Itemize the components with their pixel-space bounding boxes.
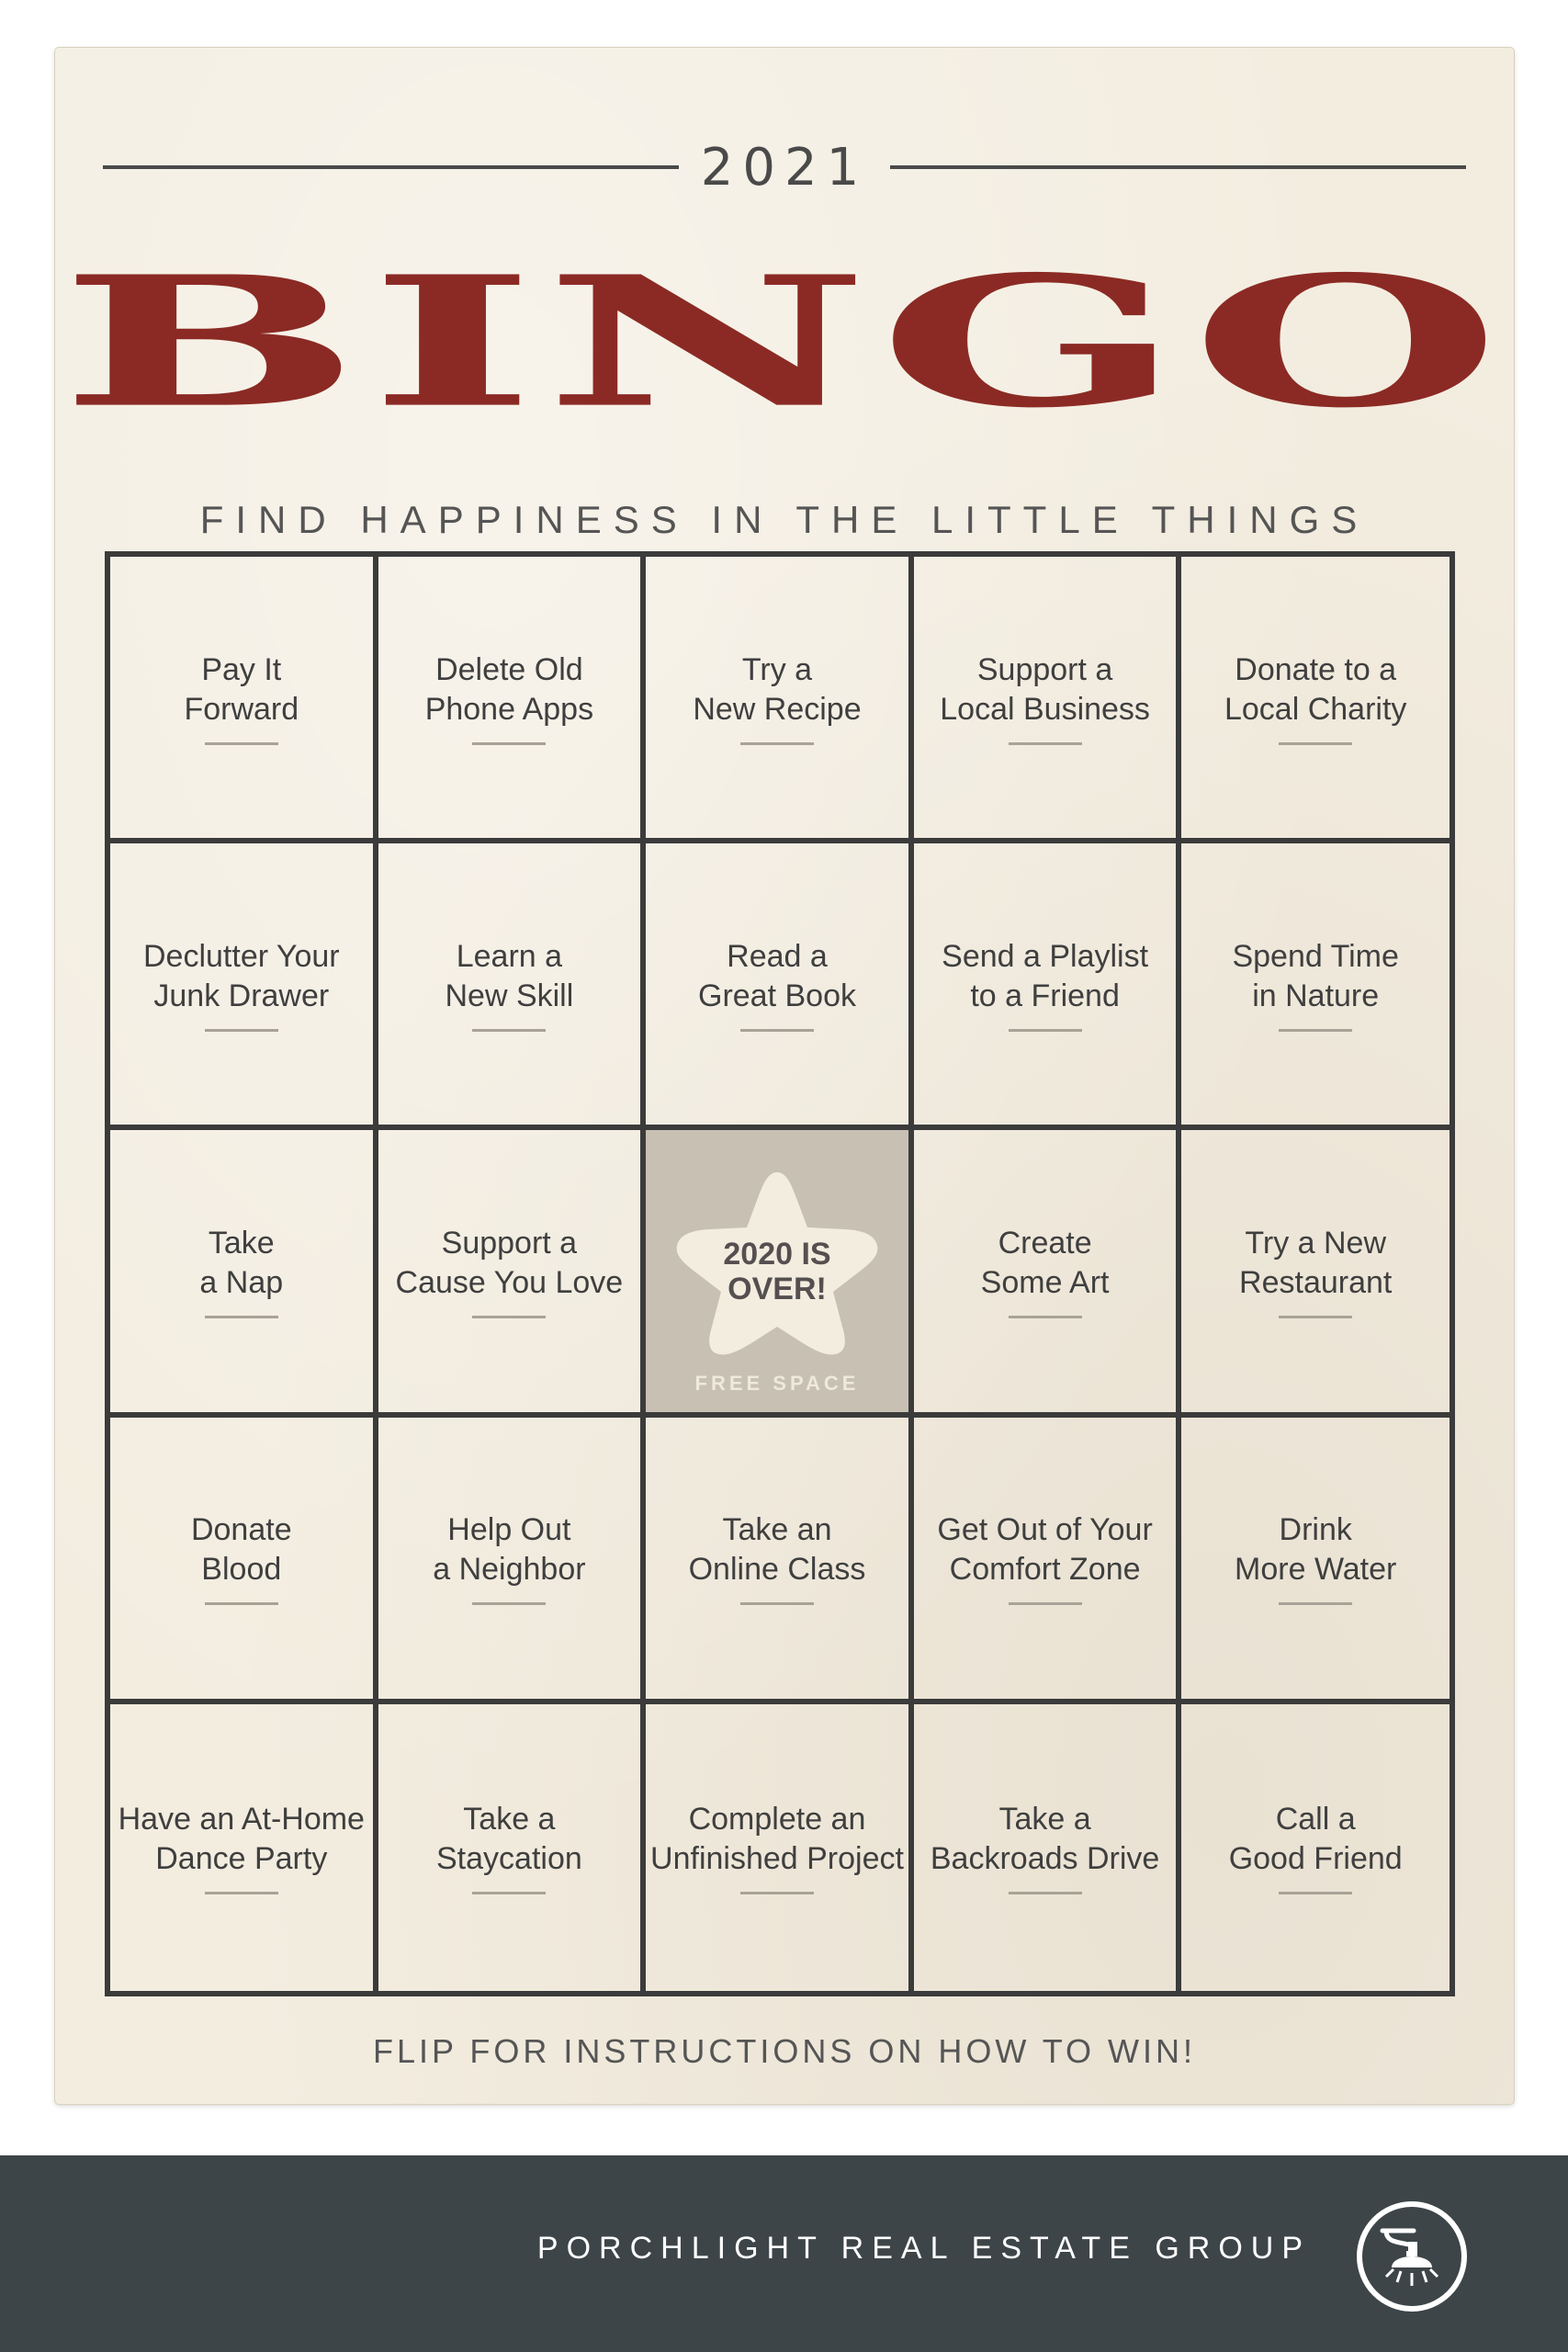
bingo-cell[interactable] [110,1418,378,1704]
cell-label: Complete an Unfinished Project [650,1802,904,1877]
brand-name: PORCHLIGHT REAL ESTATE GROUP [536,2231,1311,2266]
cell-underline [205,1029,278,1032]
cell-underline [472,1892,546,1894]
cell-label: Try a New Restaurant [1239,1225,1393,1300]
bingo-cell[interactable] [378,843,647,1130]
bingo-cell[interactable] [1181,557,1450,843]
cell-underline [1279,1602,1352,1605]
bingo-grid [105,551,1455,1996]
cell-underline [1009,1892,1082,1894]
cell-underline [1009,1316,1082,1318]
cell-label: Send a Playlist to a Friend [942,938,1149,1013]
cell-label: Declutter Your Junk Drawer [143,938,340,1013]
bingo-cell[interactable] [1181,843,1450,1130]
page-title: BINGO [60,236,1509,447]
bingo-cell[interactable] [1181,1418,1450,1704]
cell-underline [1009,1029,1082,1032]
cell-label: Help Out a Neighbor [433,1512,586,1588]
cell-underline [472,1029,546,1032]
cell-label: Spend Time in Nature [1232,938,1399,1013]
rule-left [103,165,679,169]
cell-label: Have an At-Home Dance Party [118,1802,365,1877]
free-space-cell[interactable] [646,1130,914,1417]
cell-underline [472,1602,546,1605]
bingo-cell[interactable] [1181,1130,1450,1417]
cell-underline [1279,1316,1352,1318]
free-space-text: 2020 IS OVER! [723,1237,831,1307]
bingo-cell[interactable] [1181,1704,1450,1991]
cell-underline [472,1316,546,1318]
cell-label: Create Some Art [980,1225,1110,1300]
cell-label: Delete Old Phone Apps [424,651,594,727]
brand-bar [0,2155,1568,2352]
cell-underline [205,742,278,745]
cell-underline [1009,742,1082,745]
bingo-cell[interactable] [378,1418,647,1704]
cell-label: Support a Cause You Love [395,1225,624,1300]
cell-label: Donate to a Local Charity [1224,651,1407,727]
cell-underline [472,742,546,745]
cell-underline [205,1602,278,1605]
bingo-cell[interactable] [914,557,1182,843]
bingo-cell[interactable] [378,1704,647,1991]
cell-label: Get Out of Your Comfort Zone [937,1512,1153,1588]
bingo-cell[interactable] [914,1130,1182,1417]
year: 2021 [700,137,869,198]
cell-label: Try a New Recipe [693,651,862,727]
cell-label: Drink More Water [1235,1512,1397,1588]
cell-label: Take a Staycation [436,1802,582,1877]
cell-underline [1279,1029,1352,1032]
bingo-card [55,48,1514,2104]
bingo-cell[interactable] [110,843,378,1130]
bingo-cell[interactable] [646,1704,914,1991]
cell-underline [1279,742,1352,745]
bingo-cell[interactable] [110,557,378,843]
free-space-star [662,1165,892,1358]
cell-label: Pay It Forward [184,651,299,727]
cell-label: Read a Great Book [698,938,856,1013]
cell-label: Take a Nap [199,1225,284,1300]
subtitle: FIND HAPPINESS IN THE LITTLE THINGS [199,498,1370,541]
bingo-cell[interactable] [110,1704,378,1991]
cell-label: Take an Online Class [688,1512,866,1588]
bingo-cell[interactable] [646,843,914,1130]
bingo-cell[interactable] [914,843,1182,1130]
bingo-cell[interactable] [914,1418,1182,1704]
cell-underline [740,1602,814,1605]
year-row [103,137,1466,198]
cell-label: Learn a New Skill [445,938,574,1013]
cell-label: Donate Blood [190,1512,292,1588]
cell-underline [205,1892,278,1894]
cell-underline [740,1892,814,1894]
cell-underline [740,742,814,745]
bingo-cell[interactable] [110,1130,378,1417]
bingo-cell[interactable] [378,1130,647,1417]
bingo-cell[interactable] [914,1704,1182,1991]
free-space-label: FREE SPACE [694,1371,860,1395]
footer-note: FLIP FOR INSTRUCTIONS ON HOW TO WIN! [372,2032,1197,2070]
cell-label: Support a Local Business [940,651,1150,727]
rule-right [890,165,1466,169]
cell-underline [740,1029,814,1032]
cell-label: Call a Good Friend [1228,1802,1403,1877]
bingo-cell[interactable] [646,557,914,843]
cell-underline [1279,1892,1352,1894]
bingo-cell[interactable] [646,1418,914,1704]
porch-light-icon [1355,2199,1469,2313]
bingo-cell[interactable] [378,557,647,843]
cell-underline [1009,1602,1082,1605]
cell-underline [205,1316,278,1318]
cell-label: Take a Backroads Drive [930,1802,1160,1877]
